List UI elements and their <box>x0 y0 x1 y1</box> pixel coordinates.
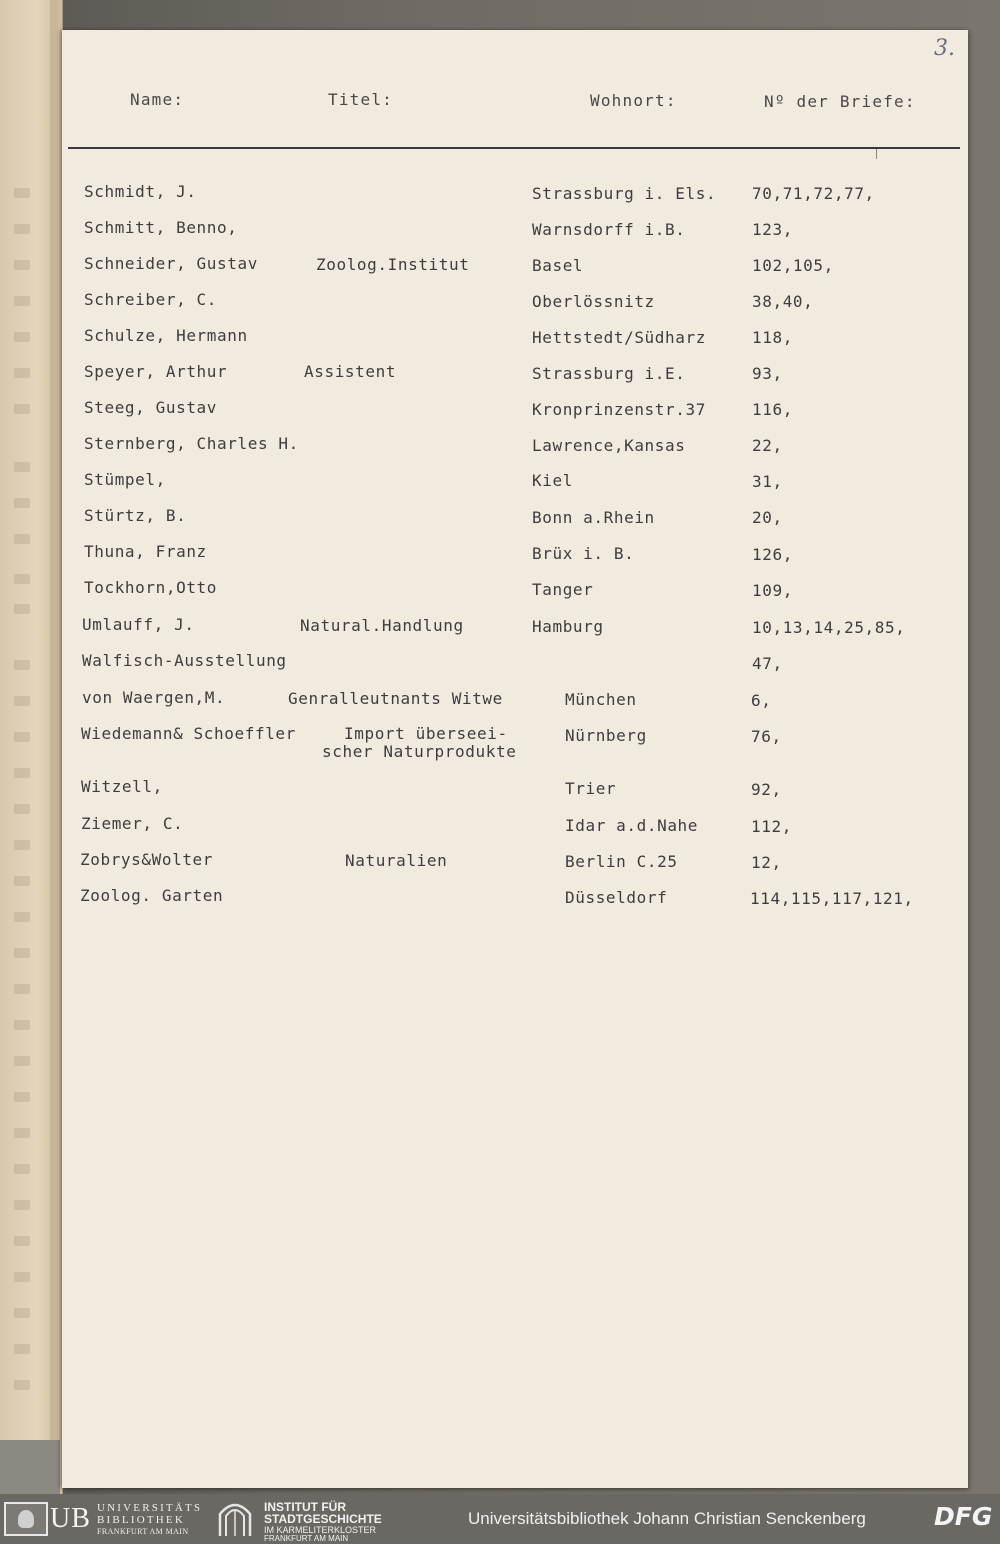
entry-titel: Assistent <box>304 362 397 381</box>
entry-briefe: 112, <box>751 817 792 836</box>
footer-bar <box>0 1494 1000 1544</box>
isg-line-3: IM KARMELITERKLOSTER <box>264 1525 377 1535</box>
page-number: 3. <box>934 36 955 61</box>
isg-arch-icon <box>216 1500 254 1538</box>
header-rule <box>68 147 960 149</box>
entry-wohnort: Idar a.d.Nahe <box>565 816 699 835</box>
entry-name: Schreiber, C. <box>84 290 218 309</box>
entry-wohnort: Hamburg <box>532 617 604 636</box>
entry-name: Ziemer, C. <box>81 814 184 833</box>
entry-wohnort: Strassburg i.E. <box>532 364 686 383</box>
entry-wohnort: Nürnberg <box>565 726 647 745</box>
ub-logo-letters: UB <box>50 1503 91 1534</box>
entry-briefe: 93, <box>752 364 783 383</box>
header-titel: Titel: <box>328 90 393 109</box>
isg-line-2: STADTGESCHICHTE <box>264 1512 382 1526</box>
entry-wohnort: Basel <box>532 256 584 275</box>
entry-titel: Zoolog.Institut <box>316 255 470 274</box>
entry-wohnort: Düsseldorf <box>565 888 668 907</box>
header-name: Name: <box>130 90 185 109</box>
entry-wohnort: Berlin C.25 <box>565 852 678 871</box>
entry-wohnort: Tanger <box>532 580 594 599</box>
ub-line-2: BIBLIOTHEK <box>97 1514 185 1526</box>
entry-wohnort: Kiel <box>532 471 573 490</box>
entry-briefe: 70,71,72,77, <box>752 184 875 203</box>
entry-wohnort: Hettstedt/Südharz <box>532 328 706 347</box>
entry-briefe: 6, <box>751 691 772 710</box>
header-briefe: Nº der Briefe: <box>764 92 916 111</box>
entry-name: Steeg, Gustav <box>84 398 218 417</box>
entry-titel-continued: scher Naturprodukte <box>322 742 517 761</box>
rule-mark <box>876 149 877 159</box>
entry-name: Wiedemann& Schoeffler <box>81 724 296 743</box>
entry-name: Schmidt, J. <box>84 182 197 201</box>
binding-edge <box>0 1440 60 1494</box>
entry-name: Zoolog. Garten <box>80 886 224 905</box>
isg-line-4: FRANKFURT AM MAIN <box>264 1534 349 1543</box>
ub-line-1: UNIVERSITÄTS <box>97 1502 203 1514</box>
isg-line-1: INSTITUT FÜR <box>264 1500 346 1514</box>
entry-name: von Waergen,M. <box>82 688 226 707</box>
entry-name: Stümpel, <box>84 470 166 489</box>
institution-name: Universitätsbibliothek Johann Christian Senckenberg <box>468 1509 866 1528</box>
entry-name: Thuna, Franz <box>84 542 207 561</box>
entry-titel: Naturalien <box>345 851 448 870</box>
entry-name: Witzell, <box>81 777 163 796</box>
entry-briefe: 76, <box>751 727 782 746</box>
entry-name: Schulze, Hermann <box>84 326 248 345</box>
entry-name: Walfisch-Ausstellung <box>82 651 287 670</box>
entry-name: Speyer, Arthur <box>84 362 228 381</box>
entry-titel: Natural.Handlung <box>300 616 464 635</box>
entry-wohnort: Lawrence,Kansas <box>532 436 686 455</box>
entry-wohnort: München <box>565 690 637 709</box>
ub-seal-icon <box>4 1502 48 1536</box>
entry-wohnort: Bonn a.Rhein <box>532 508 655 527</box>
entry-briefe: 31, <box>752 472 783 491</box>
page-spine <box>50 0 58 1494</box>
entry-name: Schneider, Gustav <box>84 254 258 273</box>
dfg-logo: DFG <box>934 1502 993 1531</box>
entry-briefe: 116, <box>752 400 793 419</box>
entry-wohnort: Oberlössnitz <box>532 292 655 311</box>
entry-wohnort: Strassburg i. Els. <box>532 184 717 203</box>
entry-name: Tockhorn,Otto <box>84 578 218 597</box>
entry-briefe: 126, <box>752 545 793 564</box>
entry-briefe: 118, <box>752 328 793 347</box>
document-page <box>62 30 968 1488</box>
ub-line-3: FRANKFURT AM MAIN <box>97 1527 189 1536</box>
entry-briefe: 109, <box>752 581 793 600</box>
entry-titel: Genralleutnants Witwe <box>288 689 503 708</box>
entry-briefe: 10,13,14,25,85, <box>752 618 906 637</box>
entry-briefe: 47, <box>752 654 783 673</box>
entry-wohnort: Kronprinzenstr.37 <box>532 400 706 419</box>
header-wohnort: Wohnort: <box>590 91 677 110</box>
entry-wohnort: Warnsdorff i.B. <box>532 220 686 239</box>
underlying-page-edge <box>0 0 63 1494</box>
entry-wohnort: Brüx i. B. <box>532 544 635 563</box>
entry-briefe: 22, <box>752 436 783 455</box>
entry-briefe: 102,105, <box>752 256 834 275</box>
entry-briefe: 92, <box>751 780 782 799</box>
entry-briefe: 38,40, <box>752 292 814 311</box>
entry-name: Umlauff, J. <box>82 615 195 634</box>
entry-name: Zobrys&Wolter <box>80 850 214 869</box>
entry-briefe: 12, <box>751 853 782 872</box>
entry-briefe: 20, <box>752 508 783 527</box>
entry-name: Stürtz, B. <box>84 506 187 525</box>
entry-briefe: 114,115,117,121, <box>750 889 914 908</box>
entry-briefe: 123, <box>752 220 793 239</box>
entry-name: Schmitt, Benno, <box>84 218 238 237</box>
entry-wohnort: Trier <box>565 779 617 798</box>
entry-name: Sternberg, Charles H. <box>84 434 299 453</box>
entry-titel: Import überseei- <box>344 724 508 743</box>
